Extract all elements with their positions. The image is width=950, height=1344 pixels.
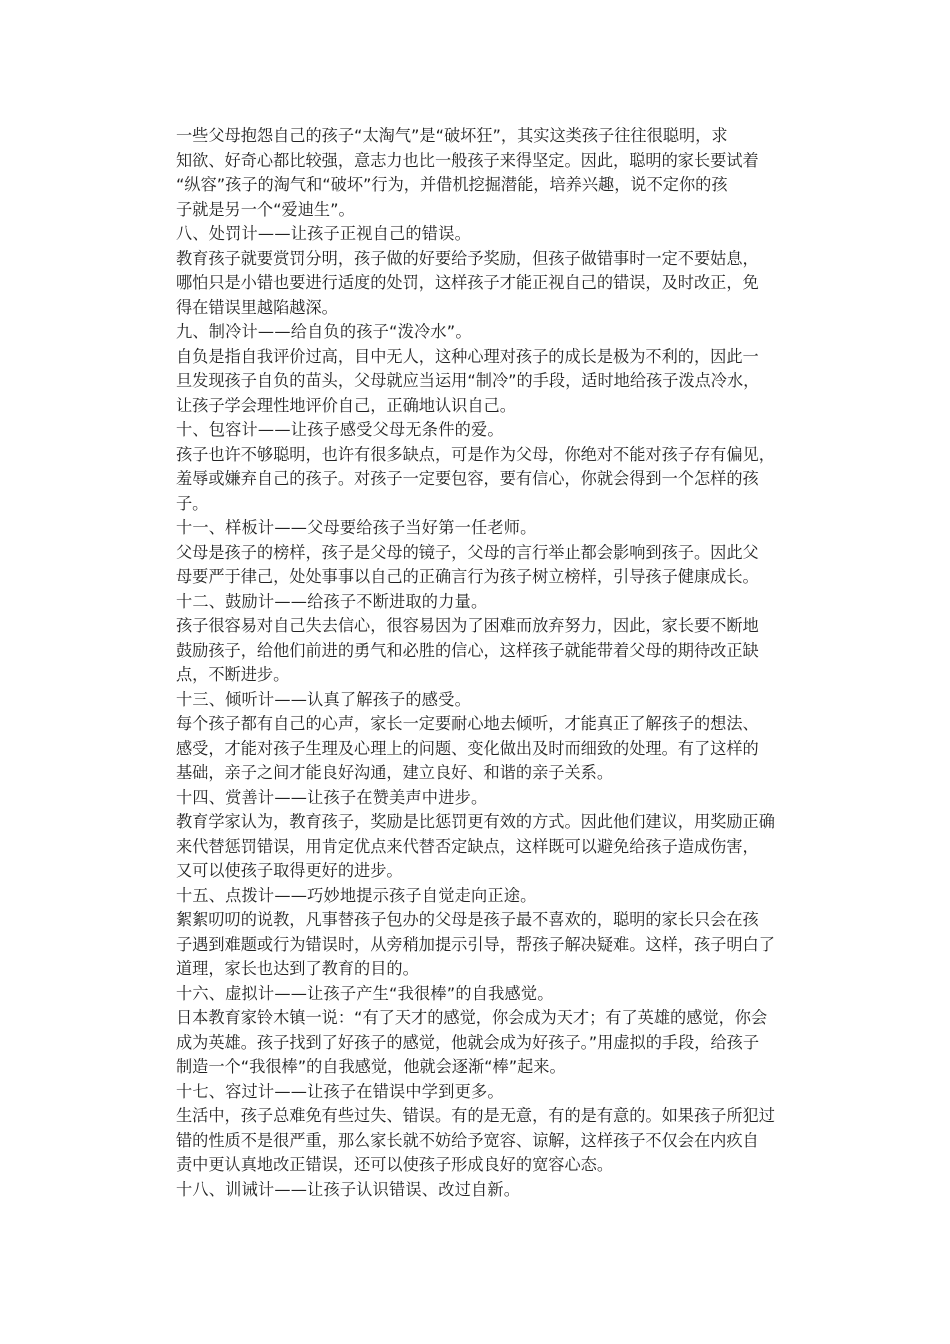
- paragraph-line: 点，不断进步。: [176, 665, 290, 684]
- section-heading: 十二、鼓励计——给孩子不断进取的力量。: [176, 591, 488, 611]
- paragraph-line: 子。: [176, 493, 209, 513]
- section-heading: 十四、赏善计——让孩子在赞美声中进步。: [176, 787, 488, 807]
- section-heading: 八、处罚计——让孩子正视自己的错误。: [176, 224, 471, 243]
- paragraph-line: 鼓励孩子，给他们前进的勇气和必胜的信心，这样孩子就能带着父母的期待改正缺: [176, 640, 759, 660]
- paragraph-line: 絮絮叨叨的说教，凡事替孩子包办的父母是孩子最不喜欢的，聪明的家长只会在孩: [176, 910, 759, 929]
- paragraph-line: 孩子也许不够聪明，也许有很多缺点，可是作为父母，你绝对不能对孩子存有偏见，: [176, 444, 775, 464]
- paragraph-line: 生活中，孩子总难免有些过失、错误。有的是无意，有的是有意的。如果孩子所犯过: [176, 1106, 775, 1125]
- paragraph-line: 感受，才能对孩子生理及心理上的问题、变化做出及时而细致的处理。有了这样的: [176, 738, 759, 758]
- section-heading: 九、制冷计——给自负的孩子“泼冷水”。: [176, 322, 472, 341]
- section-heading: 十一、样板计——父母要给孩子当好第一任老师。: [176, 518, 537, 537]
- paragraph-line: 又可以使孩子取得更好的进步。: [176, 861, 403, 880]
- paragraph-line: 得在错误里越陷越深。: [176, 297, 338, 317]
- paragraph-line: 道理，家长也达到了教育的目的。: [176, 959, 419, 978]
- paragraph-line: 教育学家认为，教育孩子，奖励是比惩罚更有效的方式。因此他们建议，用奖励正确: [176, 812, 775, 831]
- paragraph-line: 日本教育家铃木镇一说：“有了天才的感觉，你会成为天才；有了英雄的感觉，你会: [176, 1008, 768, 1027]
- paragraph-line: 教育孩子就要赏罚分明，孩子做的好要给予奖励，但孩子做错事时一定不要姑息，: [176, 248, 759, 268]
- paragraph-line: 子就是另一个“爱迪生”。: [176, 199, 355, 219]
- paragraph-line: 母要严于律己，处处事事以自己的正确言行为孩子树立榜样，引导孩子健康成长。: [176, 567, 759, 586]
- paragraph-line: 知欲、好奇心都比较强，意志力也比一般孩子来得坚定。因此，聪明的家长要试着: [176, 150, 759, 170]
- section-heading: 十、包容计——让孩子感受父母无条件的爱。: [176, 420, 504, 439]
- paragraph-line: 每个孩子都有自己的心声，家长一定要耐心地去倾听，才能真正了解孩子的想法、: [176, 714, 759, 733]
- paragraph-line: 错的性质不是很严重，那么家长就不妨给予宽容、谅解，这样孩子不仅会在内疚自: [176, 1130, 759, 1150]
- paragraph-line: 父母是孩子的榜样，孩子是父母的镜子，父母的言行举止都会影响到孩子。因此父: [176, 542, 759, 562]
- paragraph-line: “纵容”孩子的淘气和“破坏”行为，并借机挖掘潜能，培养兴趣，说不定你的孩: [176, 175, 728, 194]
- paragraph-line: 羞辱或嫌弃自己的孩子。对孩子一定要包容，要有信心，你就会得到一个怎样的孩: [176, 469, 759, 488]
- section-heading: 十六、虚拟计——让孩子产生“我很棒”的自我感觉。: [176, 983, 554, 1003]
- paragraph-line: 子遇到难题或行为错误时，从旁稍加提示引导，帮孩子解决疑难。这样，孩子明白了: [176, 934, 775, 954]
- section-heading: 十八、训诫计——让孩子认识错误、改过自新。: [176, 1179, 521, 1199]
- paragraph-line: 基础，亲子之间才能良好沟通，建立良好、和谐的亲子关系。: [176, 763, 614, 782]
- section-heading: 十五、点拨计——巧妙地提示孩子自觉走向正途。: [176, 885, 537, 905]
- paragraph-line: 让孩子学会理性地评价自己，正确地认识自己。: [176, 395, 516, 415]
- section-heading: 十三、倾听计——认真了解孩子的感受。: [176, 689, 471, 709]
- paragraph-line: 责中更认真地改正错误，还可以使孩子形成良好的宽容心态。: [176, 1155, 614, 1174]
- paragraph-line: 哪怕只是小错也要进行适度的处罚，这样孩子才能正视自己的错误，及时改正，免: [176, 273, 759, 292]
- paragraph-line: 自负是指自我评价过高，目中无人，这种心理对孩子的成长是极为不利的，因此一: [176, 346, 759, 366]
- paragraph-line: 孩子很容易对自己失去信心，很容易因为了困难而放弃努力，因此，家长要不断地: [176, 616, 759, 635]
- section-heading: 十七、容过计——让孩子在错误中学到更多。: [176, 1081, 504, 1101]
- paragraph-line: 旦发现孩子自负的苗头，父母就应当运用“制冷”的手段，适时地给孩子泼点冷水，: [176, 371, 760, 390]
- paragraph-line: 一些父母抱怨自己的孩子“太淘气”是“破坏狂”，其实这类孩子往往很聪明，求: [176, 126, 728, 145]
- document-body: [176, 124, 780, 1202]
- paragraph-line: 制造一个“我很棒”的自我感觉，他就会逐渐“棒”起来。: [176, 1057, 566, 1076]
- paragraph-line: 来代替惩罚错误，用肯定优点来代替否定缺点，这样既可以避免给孩子造成伤害，: [176, 836, 759, 856]
- paragraph-line: 成为英雄。孩子找到了好孩子的感觉，他就会成为好孩子。”用虚拟的手段，给孩子: [176, 1032, 760, 1052]
